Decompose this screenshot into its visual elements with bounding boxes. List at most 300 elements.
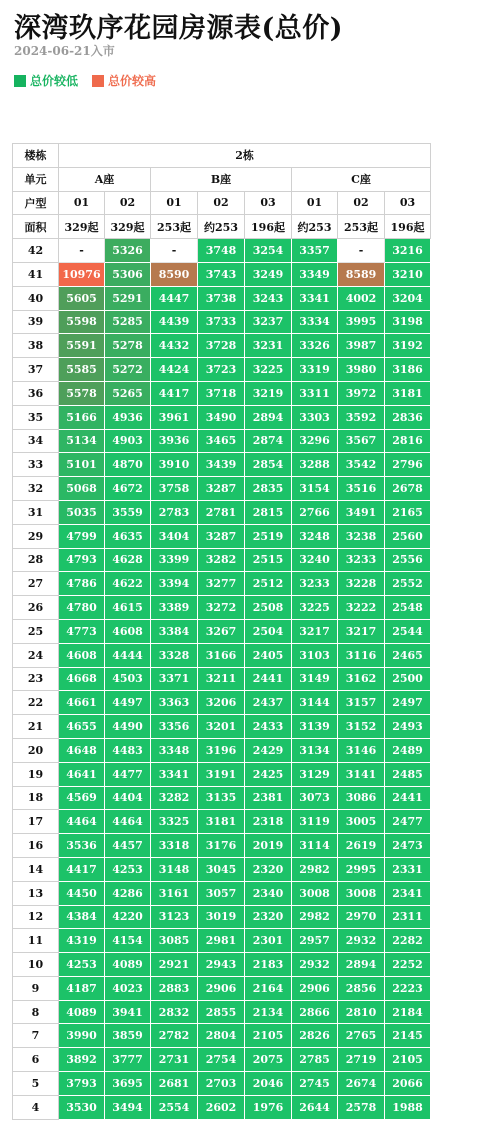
table-row — [13, 310, 431, 334]
price-cell: 3249 — [245, 262, 292, 286]
table-row — [13, 1000, 431, 1024]
price-cell: 3192 — [385, 334, 431, 358]
price-cell: 4404 — [105, 786, 151, 810]
unit-area: 约253 — [292, 215, 338, 239]
price-cell: 3282 — [151, 786, 198, 810]
unit-type: 02 — [198, 191, 245, 215]
price-cell: 3222 — [338, 596, 385, 620]
price-cell: 2473 — [385, 834, 431, 858]
table-row — [13, 524, 431, 548]
unit-type: 02 — [105, 191, 151, 215]
price-cell: 2782 — [151, 1024, 198, 1048]
price-cell: 3135 — [198, 786, 245, 810]
price-cell: 2405 — [245, 643, 292, 667]
price-cell: 2105 — [245, 1024, 292, 1048]
price-cell: 4608 — [105, 619, 151, 643]
price-cell: 2066 — [385, 1072, 431, 1096]
unit-type: 03 — [245, 191, 292, 215]
label-type: 户型 — [13, 191, 59, 215]
price-cell: 3267 — [198, 619, 245, 643]
table-row — [13, 1072, 431, 1096]
price-cell: 3399 — [151, 548, 198, 572]
table-row — [13, 691, 431, 715]
price-cell: 2883 — [151, 976, 198, 1000]
table-row — [13, 1048, 431, 1072]
unit-type: 03 — [385, 191, 431, 215]
price-cell: 5585 — [59, 358, 105, 382]
price-cell: 2318 — [245, 810, 292, 834]
table-row — [13, 429, 431, 453]
table-row — [13, 810, 431, 834]
legend-high-label: 总价较高 — [108, 74, 157, 88]
price-cell: 3743 — [198, 262, 245, 286]
price-cell: 3341 — [292, 286, 338, 310]
price-cell: 1976 — [245, 1095, 292, 1119]
price-cell: 3152 — [338, 715, 385, 739]
price-cell: 4490 — [105, 715, 151, 739]
floor-number: 40 — [13, 286, 59, 310]
price-table — [12, 143, 431, 1120]
price-cell: 3008 — [338, 881, 385, 905]
price-cell: 3154 — [292, 477, 338, 501]
page-title: 深湾玖序花园房源表(总价) — [14, 13, 344, 44]
price-cell: 2703 — [198, 1072, 245, 1096]
price-cell: 2995 — [338, 857, 385, 881]
price-cell: 3733 — [198, 310, 245, 334]
price-cell: 4424 — [151, 358, 198, 382]
floor-number: 12 — [13, 905, 59, 929]
price-cell: 3363 — [151, 691, 198, 715]
table-row — [13, 643, 431, 667]
floor-number: 13 — [13, 881, 59, 905]
price-cell: 4002 — [338, 286, 385, 310]
price-cell: 2183 — [245, 953, 292, 977]
price-cell: 2866 — [292, 1000, 338, 1024]
price-cell: 2578 — [338, 1095, 385, 1119]
price-cell: 3238 — [338, 524, 385, 548]
price-cell: 4417 — [151, 381, 198, 405]
table-row — [13, 596, 431, 620]
price-cell: 3057 — [198, 881, 245, 905]
price-cell: 4622 — [105, 572, 151, 596]
legend-high — [92, 72, 156, 89]
price-cell: 2796 — [385, 453, 431, 477]
price-cell: 2781 — [198, 500, 245, 524]
price-cell: 2957 — [292, 929, 338, 953]
table-row — [13, 786, 431, 810]
price-cell: 4319 — [59, 929, 105, 953]
table-row — [13, 857, 431, 881]
floor-number: 9 — [13, 976, 59, 1000]
price-cell: 3371 — [151, 667, 198, 691]
price-cell: 3272 — [198, 596, 245, 620]
price-cell: 3240 — [292, 548, 338, 572]
price-cell: 4432 — [151, 334, 198, 358]
price-cell: 2341 — [385, 881, 431, 905]
price-cell: 2145 — [385, 1024, 431, 1048]
price-cell: 4464 — [105, 810, 151, 834]
building-name: 2栋 — [59, 144, 431, 168]
price-cell: 4661 — [59, 691, 105, 715]
legend — [14, 72, 156, 89]
floor-number: 39 — [13, 310, 59, 334]
price-cell: 2836 — [385, 405, 431, 429]
price-cell: 2429 — [245, 738, 292, 762]
price-cell: 3217 — [292, 619, 338, 643]
price-cell: 2515 — [245, 548, 292, 572]
price-cell: 2381 — [245, 786, 292, 810]
floor-number: 18 — [13, 786, 59, 810]
price-cell: 2075 — [245, 1048, 292, 1072]
area-row — [13, 215, 431, 239]
price-cell: 4417 — [59, 857, 105, 881]
price-cell: 2465 — [385, 643, 431, 667]
price-cell: 2512 — [245, 572, 292, 596]
price-cell: 3793 — [59, 1072, 105, 1096]
price-cell: 2674 — [338, 1072, 385, 1096]
price-cell: 2681 — [151, 1072, 198, 1096]
table-row — [13, 548, 431, 572]
unit-area: 329起 — [59, 215, 105, 239]
price-cell: 3357 — [292, 239, 338, 263]
label-unit: 单元 — [13, 167, 59, 191]
price-cell: 3748 — [198, 239, 245, 263]
table-row — [13, 953, 431, 977]
unit-area: 253起 — [151, 215, 198, 239]
label-building: 楼栋 — [13, 144, 59, 168]
table-row — [13, 1095, 431, 1119]
price-cell: 2982 — [292, 905, 338, 929]
price-cell: 4286 — [105, 881, 151, 905]
price-cell: 3404 — [151, 524, 198, 548]
price-cell: 4648 — [59, 738, 105, 762]
price-cell: 2932 — [338, 929, 385, 953]
price-cell: 3972 — [338, 381, 385, 405]
table-row — [13, 881, 431, 905]
table-row — [13, 453, 431, 477]
price-cell: 2826 — [292, 1024, 338, 1048]
price-cell: 3045 — [198, 857, 245, 881]
floor-number: 22 — [13, 691, 59, 715]
price-cell: 3859 — [105, 1024, 151, 1048]
price-cell: 2619 — [338, 834, 385, 858]
table-row — [13, 286, 431, 310]
price-cell: 3204 — [385, 286, 431, 310]
price-cell: 2804 — [198, 1024, 245, 1048]
price-cell: 3319 — [292, 358, 338, 382]
price-cell: 3148 — [151, 857, 198, 881]
price-cell: 3516 — [338, 477, 385, 501]
unit-type: 01 — [151, 191, 198, 215]
price-cell: - — [59, 239, 105, 263]
price-cell: 2504 — [245, 619, 292, 643]
price-cell: 4615 — [105, 596, 151, 620]
table-row — [13, 905, 431, 929]
legend-high-swatch — [92, 75, 104, 87]
price-cell: 2810 — [338, 1000, 385, 1024]
price-cell: 8590 — [151, 262, 198, 286]
price-cell: 2745 — [292, 1072, 338, 1096]
floor-number: 16 — [13, 834, 59, 858]
price-cell: 2500 — [385, 667, 431, 691]
price-cell: 3254 — [245, 239, 292, 263]
floor-number: 26 — [13, 596, 59, 620]
price-cell: 3191 — [198, 762, 245, 786]
table-row — [13, 834, 431, 858]
price-cell: 3389 — [151, 596, 198, 620]
price-cell: 3196 — [198, 738, 245, 762]
price-cell: 5605 — [59, 286, 105, 310]
table-row — [13, 381, 431, 405]
floor-number: 17 — [13, 810, 59, 834]
price-cell: 3186 — [385, 358, 431, 382]
price-cell: 2765 — [338, 1024, 385, 1048]
price-cell: 3296 — [292, 429, 338, 453]
price-cell: 3695 — [105, 1072, 151, 1096]
unit-area: 196起 — [245, 215, 292, 239]
price-cell: 5278 — [105, 334, 151, 358]
price-cell: 3217 — [338, 619, 385, 643]
price-cell: 3987 — [338, 334, 385, 358]
floor-number: 19 — [13, 762, 59, 786]
table-row — [13, 619, 431, 643]
price-cell: 3233 — [292, 572, 338, 596]
table-row — [13, 262, 431, 286]
unit-name: B座 — [151, 167, 292, 191]
price-cell: 2519 — [245, 524, 292, 548]
price-cell: 4655 — [59, 715, 105, 739]
price-cell: 1988 — [385, 1095, 431, 1119]
price-cell: 3162 — [338, 667, 385, 691]
price-cell: 5101 — [59, 453, 105, 477]
floor-number: 42 — [13, 239, 59, 263]
price-cell: 4497 — [105, 691, 151, 715]
price-cell: 2894 — [338, 953, 385, 977]
price-cell: 3995 — [338, 310, 385, 334]
price-cell: 3348 — [151, 738, 198, 762]
price-cell: 3176 — [198, 834, 245, 858]
floor-number: 5 — [13, 1072, 59, 1096]
price-cell: 2331 — [385, 857, 431, 881]
table-row — [13, 477, 431, 501]
table-row — [13, 667, 431, 691]
unit-name: A座 — [59, 167, 151, 191]
price-cell: 3941 — [105, 1000, 151, 1024]
price-cell: 3086 — [338, 786, 385, 810]
price-cell: 5285 — [105, 310, 151, 334]
price-cell: 2816 — [385, 429, 431, 453]
price-cell: 3085 — [151, 929, 198, 953]
price-cell: 3465 — [198, 429, 245, 453]
table-row — [13, 738, 431, 762]
price-cell: 2105 — [385, 1048, 431, 1072]
price-cell: 3723 — [198, 358, 245, 382]
price-cell: 2485 — [385, 762, 431, 786]
price-cell: 2301 — [245, 929, 292, 953]
price-cell: 3326 — [292, 334, 338, 358]
price-cell: 3728 — [198, 334, 245, 358]
price-cell: 3777 — [105, 1048, 151, 1072]
price-cell: 3288 — [292, 453, 338, 477]
price-cell: 3718 — [198, 381, 245, 405]
table-row — [13, 929, 431, 953]
floor-number: 38 — [13, 334, 59, 358]
price-cell: 3490 — [198, 405, 245, 429]
table-row — [13, 976, 431, 1000]
table-row — [13, 334, 431, 358]
price-cell: - — [338, 239, 385, 263]
price-cell: 3201 — [198, 715, 245, 739]
price-cell: 2311 — [385, 905, 431, 929]
price-cell: 2556 — [385, 548, 431, 572]
price-cell: 3103 — [292, 643, 338, 667]
floor-number: 34 — [13, 429, 59, 453]
price-cell: 4672 — [105, 477, 151, 501]
price-cell: 5068 — [59, 477, 105, 501]
price-cell: 2477 — [385, 810, 431, 834]
price-cell: 3005 — [338, 810, 385, 834]
price-cell: 4870 — [105, 453, 151, 477]
price-cell: 4786 — [59, 572, 105, 596]
floor-number: 35 — [13, 405, 59, 429]
floor-number: 29 — [13, 524, 59, 548]
table-row — [13, 358, 431, 382]
price-cell: 4641 — [59, 762, 105, 786]
price-cell: 2854 — [245, 453, 292, 477]
price-cell: 4154 — [105, 929, 151, 953]
legend-low-label: 总价较低 — [30, 74, 79, 88]
price-cell: 2754 — [198, 1048, 245, 1072]
floor-number: 33 — [13, 453, 59, 477]
floor-number: 27 — [13, 572, 59, 596]
price-cell: 2019 — [245, 834, 292, 858]
price-cell: 2165 — [385, 500, 431, 524]
price-cell: 4464 — [59, 810, 105, 834]
unit-area: 约253 — [198, 215, 245, 239]
price-cell: 2552 — [385, 572, 431, 596]
price-cell: 3008 — [292, 881, 338, 905]
price-cell: 2489 — [385, 738, 431, 762]
price-cell: 5265 — [105, 381, 151, 405]
price-cell: 3439 — [198, 453, 245, 477]
price-cell: 3119 — [292, 810, 338, 834]
floor-number: 20 — [13, 738, 59, 762]
price-cell: 5591 — [59, 334, 105, 358]
price-cell: 3892 — [59, 1048, 105, 1072]
floor-number: 36 — [13, 381, 59, 405]
price-cell: 4668 — [59, 667, 105, 691]
price-cell: 3134 — [292, 738, 338, 762]
price-cell: 10976 — [59, 262, 105, 286]
floor-number: 8 — [13, 1000, 59, 1024]
price-cell: 3349 — [292, 262, 338, 286]
price-cell: 2894 — [245, 405, 292, 429]
price-cell: 2906 — [292, 976, 338, 1000]
price-cell: 3243 — [245, 286, 292, 310]
price-cell: 3384 — [151, 619, 198, 643]
price-cell: 4799 — [59, 524, 105, 548]
floor-number: 6 — [13, 1048, 59, 1072]
floor-number: 28 — [13, 548, 59, 572]
price-cell: 2921 — [151, 953, 198, 977]
price-cell: 3303 — [292, 405, 338, 429]
price-cell: 4477 — [105, 762, 151, 786]
unit-area: 196起 — [385, 215, 431, 239]
price-cell: 2493 — [385, 715, 431, 739]
unit-row — [13, 167, 431, 191]
price-cell: 4635 — [105, 524, 151, 548]
price-cell: 3073 — [292, 786, 338, 810]
price-cell: 4936 — [105, 405, 151, 429]
price-cell: 3936 — [151, 429, 198, 453]
price-cell: 3166 — [198, 643, 245, 667]
price-cell: 3228 — [338, 572, 385, 596]
price-cell: 3980 — [338, 358, 385, 382]
floor-number: 21 — [13, 715, 59, 739]
price-cell: 3219 — [245, 381, 292, 405]
price-cell: 3542 — [338, 453, 385, 477]
unit-type: 02 — [338, 191, 385, 215]
price-cell: 4023 — [105, 976, 151, 1000]
unit-name: C座 — [292, 167, 431, 191]
floor-number: 4 — [13, 1095, 59, 1119]
floor-number: 41 — [13, 262, 59, 286]
price-cell: 4483 — [105, 738, 151, 762]
price-cell: 3961 — [151, 405, 198, 429]
price-cell: 4608 — [59, 643, 105, 667]
price-cell: - — [151, 239, 198, 263]
price-cell: 3910 — [151, 453, 198, 477]
price-cell: 3157 — [338, 691, 385, 715]
legend-low — [14, 72, 78, 89]
price-cell: 3990 — [59, 1024, 105, 1048]
price-cell: 2184 — [385, 1000, 431, 1024]
price-cell: 4503 — [105, 667, 151, 691]
price-cell: 4447 — [151, 286, 198, 310]
price-cell: 3144 — [292, 691, 338, 715]
price-cell: 2982 — [292, 857, 338, 881]
price-cell: 5306 — [105, 262, 151, 286]
price-cell: 2223 — [385, 976, 431, 1000]
price-cell: 2508 — [245, 596, 292, 620]
floor-number: 31 — [13, 500, 59, 524]
price-cell: 3146 — [338, 738, 385, 762]
price-cell: 3328 — [151, 643, 198, 667]
price-cell: 4457 — [105, 834, 151, 858]
price-cell: 3129 — [292, 762, 338, 786]
price-cell: 2785 — [292, 1048, 338, 1072]
price-cell: 2644 — [292, 1095, 338, 1119]
floor-number: 32 — [13, 477, 59, 501]
price-cell: 5291 — [105, 286, 151, 310]
price-cell: 3211 — [198, 667, 245, 691]
type-row — [13, 191, 431, 215]
price-cell: 2497 — [385, 691, 431, 715]
price-cell: 2548 — [385, 596, 431, 620]
price-cell: 3181 — [385, 381, 431, 405]
price-cell: 4793 — [59, 548, 105, 572]
price-cell: 3225 — [292, 596, 338, 620]
price-cell: 4773 — [59, 619, 105, 643]
price-cell: 4628 — [105, 548, 151, 572]
price-cell: 2441 — [245, 667, 292, 691]
price-cell: 2046 — [245, 1072, 292, 1096]
price-cell: 2766 — [292, 500, 338, 524]
floor-number: 24 — [13, 643, 59, 667]
price-cell: 3356 — [151, 715, 198, 739]
price-cell: 2874 — [245, 429, 292, 453]
price-cell: 2932 — [292, 953, 338, 977]
